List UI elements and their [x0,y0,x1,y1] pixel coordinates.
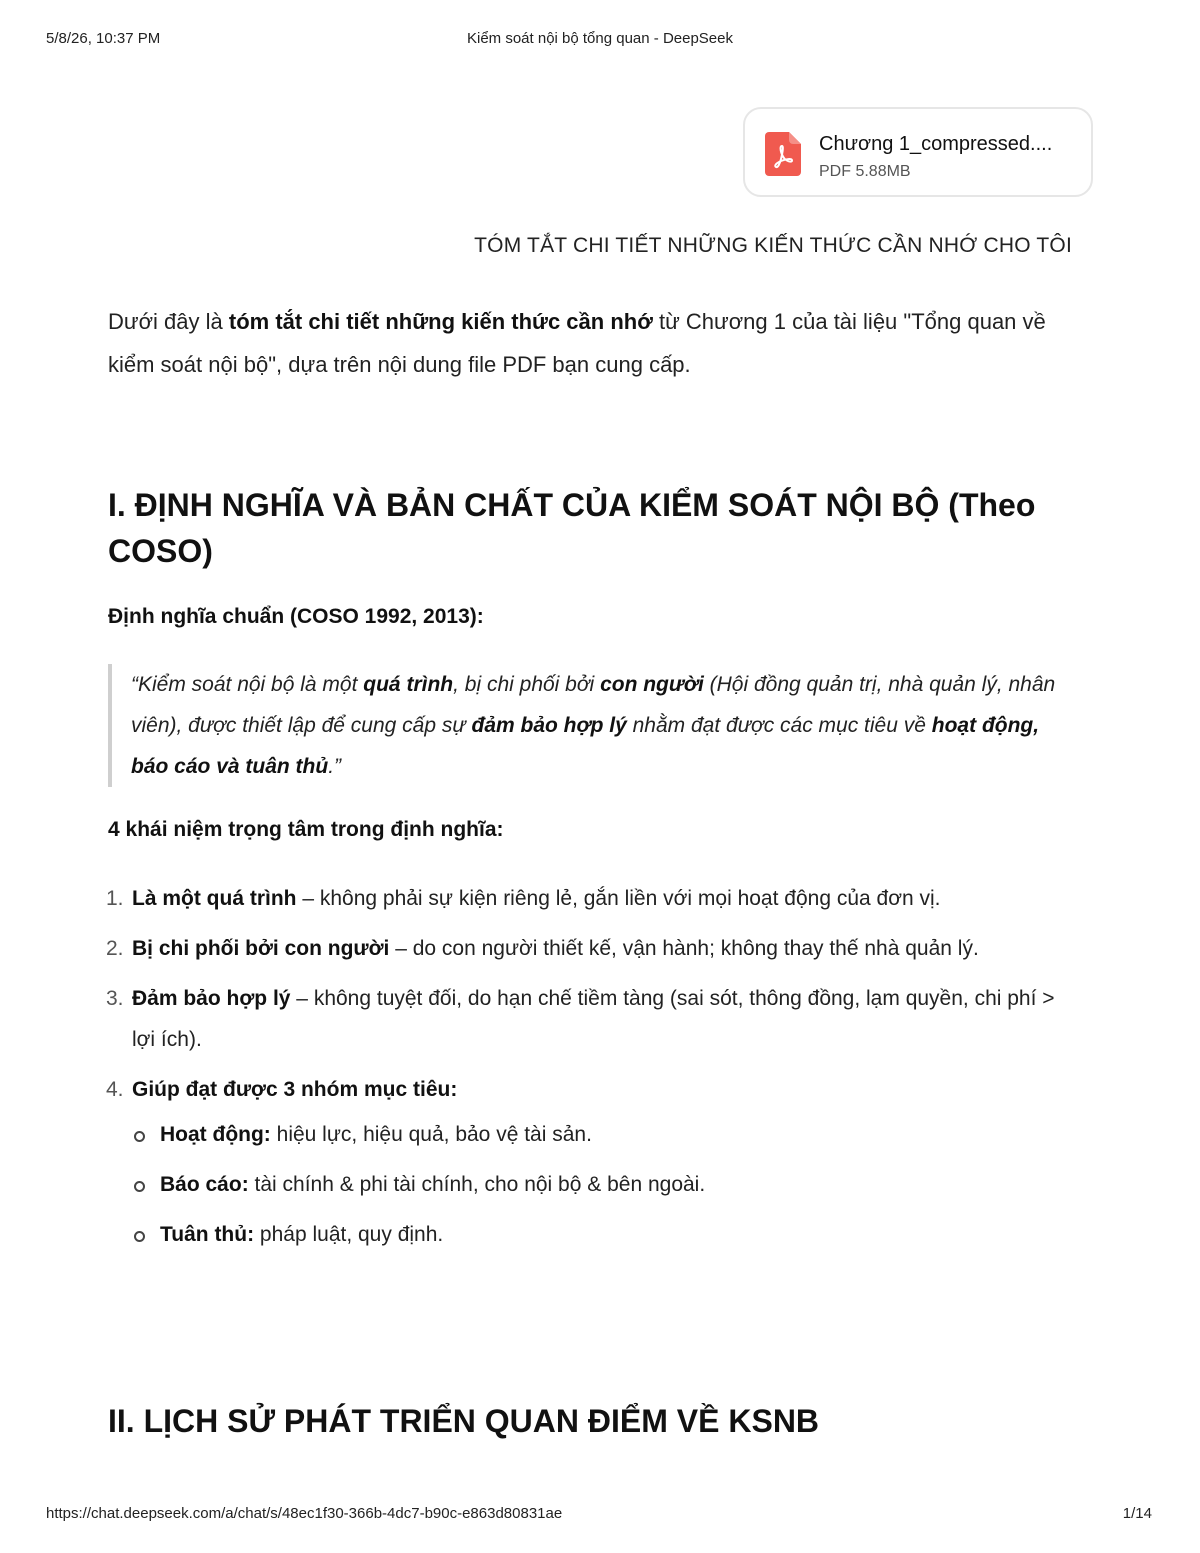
definition-quote [108,664,1068,787]
quote-bold: con người [600,673,704,696]
list-item-bold: Bị chi phối bởi con người [132,937,390,960]
list-item-text: – không tuyệt đối, do hạn chế tiềm tàng (sai sót, thông đồng, lạm quyền, chi phí > lợi ích). [132,987,1055,1051]
list-number: 3. [106,987,124,1010]
list-item [108,928,1073,969]
goal-text: tài chính & phi tài chính, cho nội bộ & bên ngoài. [248,1173,706,1196]
quote-text: .” [328,755,342,778]
attachment-meta: PDF 5.88MB [819,163,911,180]
goal-label: Hoạt động: [160,1123,271,1146]
bullet-circle-icon [134,1231,145,1242]
quote-text: “Kiểm soát nội bộ là một [131,673,364,696]
print-header [0,30,1200,50]
attachment-card[interactable] [743,107,1093,197]
print-datetime: 5/8/26, 10:37 PM [46,30,161,47]
list-number: 2. [106,937,124,960]
goal-item [132,1214,1073,1255]
user-message: TÓM TẮT CHI TIẾT NHỮNG KIẾN THỨC CẦN NHỚ CHO TÔI [474,234,1072,257]
goal-item [132,1114,1073,1155]
list-item-bold: Là một quá trình [132,887,297,910]
intro-text: Dưới đây là [108,309,229,334]
list-item [108,878,1073,919]
print-page-number: 1/14 [1122,1505,1152,1522]
intro-text: từ Chương 1 của tài liệu "Tổng quan về kiểm soát nội bộ", dựa trên nội dung file PDF bạn cung cấp. [108,309,1046,377]
goal-item [132,1164,1073,1205]
concepts-list [108,878,1073,1264]
goal-text: pháp luật, quy định. [254,1223,444,1246]
definition-heading: Định nghĩa chuẩn (COSO 1992, 2013): [108,605,484,628]
quote-text: (Hội đồng quản trị, nhà quản lý, nhân viên), được thiết lập để cung cấp sự [131,673,1056,737]
quote-text: , bị chi phối bởi [453,673,601,696]
section-2-heading: II. LỊCH SỬ PHÁT TRIỂN QUAN ĐIỂM VỀ KSNB [108,1403,820,1439]
list-item-bold: Đảm bảo hợp lý [132,987,291,1010]
list-number: 1. [106,887,124,910]
section-1-heading: I. ĐỊNH NGHĨA VÀ BẢN CHẤT CỦA KIỂM SOÁT NỘI BỘ (Theo COSO) [108,487,1036,569]
list-item [108,1069,1073,1255]
goals-list [132,1114,1073,1255]
print-url: https://chat.deepseek.com/a/chat/s/48ec1f30-366b-4dc7-b90c-e863d80831ae [46,1505,563,1522]
list-item [108,978,1073,1060]
concepts-heading: 4 khái niệm trọng tâm trong định nghĩa: [108,818,504,841]
print-footer [0,1505,1200,1525]
intro-bold: tóm tắt chi tiết những kiến thức cần nhớ [228,309,653,334]
intro-paragraph [108,300,1088,386]
quote-text: nhằm đạt được các mục tiêu về [626,714,932,737]
goal-label: Tuân thủ: [160,1223,255,1246]
list-item-text: – không phải sự kiện riêng lẻ, gắn liền với mọi hoạt động của đơn vị. [296,887,941,910]
quote-bold: đảm bảo hợp lý [471,714,627,737]
quote-bold: hoạt động, báo cáo và tuân thủ [131,714,1040,778]
goal-label: Báo cáo: [160,1173,249,1196]
quote-bold: quá trình [363,673,454,696]
attachment-name: Chương 1_compressed.... [819,133,1053,155]
goal-text: hiệu lực, hiệu quả, bảo vệ tài sản. [270,1123,592,1146]
list-item-text: – do con người thiết kế, vận hành; không thay thế nhà quản lý. [389,937,979,960]
bullet-circle-icon [134,1131,145,1142]
list-item-bold: Giúp đạt được 3 nhóm mục tiêu: [132,1078,458,1101]
bullet-circle-icon [134,1181,145,1192]
pdf-file-icon [765,132,801,176]
print-title: Kiểm soát nội bộ tổng quan - DeepSeek [466,30,733,47]
assistant-answer [106,300,1088,1439]
list-number: 4. [106,1078,124,1101]
